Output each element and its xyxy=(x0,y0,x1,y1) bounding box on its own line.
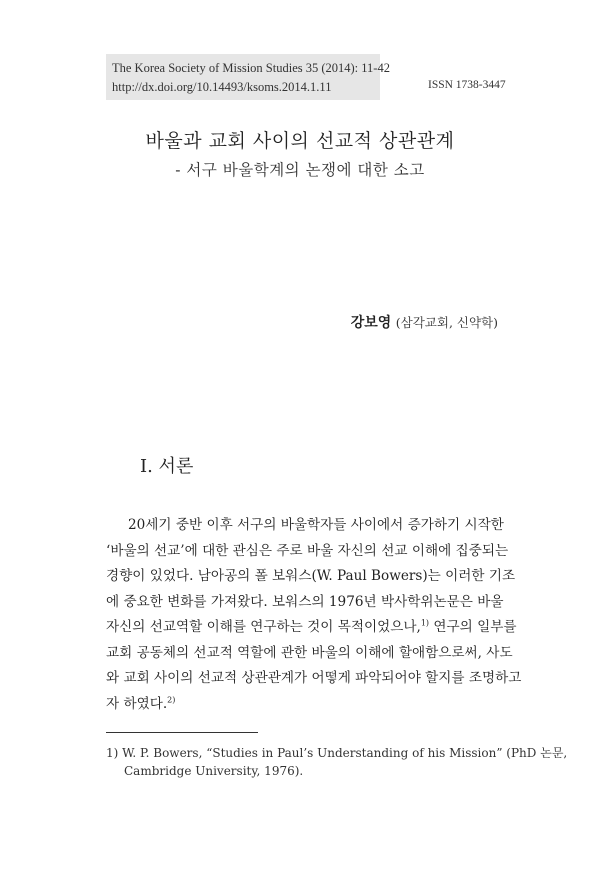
article-subtitle: - 서구 바울학계의 논쟁에 대한 소고 xyxy=(175,161,425,179)
doi-link[interactable]: http://dx.doi.org/10.14493/ksoms.2014.1.11 xyxy=(112,80,332,94)
body-line xyxy=(106,615,517,635)
footnote-1-continued: Cambridge University, 1976). xyxy=(124,764,304,778)
body-line-text: 자신의 선교역할 이해를 연구하는 것이 목적이었으나, xyxy=(106,619,421,635)
author-line xyxy=(351,312,498,332)
author-affiliation: (삼각교회, 신약학) xyxy=(395,315,498,330)
body-line-text: 자 하였다. xyxy=(106,696,168,712)
footnote-divider xyxy=(106,732,258,733)
body-line: ‘바울의 선교’에 대한 관심은 주로 바울 자신의 선교 이해에 집중되는 xyxy=(106,543,509,559)
author-name: 강보영 xyxy=(350,315,392,331)
body-line: 교회 공동체의 선교적 역할에 관한 바울의 이해에 할애함으로써, 사도 xyxy=(106,645,513,661)
footnote-marker[interactable]: 2) xyxy=(167,695,176,705)
article-title: 바울과 교회 사이의 선교적 상관관계 xyxy=(145,130,455,152)
body-line: 20세기 중반 이후 서구의 바울학자들 사이에서 증가하기 시작한 xyxy=(128,517,504,533)
body-line xyxy=(106,692,175,712)
issn-number: ISSN 1738-3447 xyxy=(428,79,506,91)
journal-citation: The Korea Society of Mission Studies 35 (2014): 11-42 xyxy=(112,61,390,75)
body-line: 에 중요한 변화를 가져왔다. 보워스의 1976년 박사학위논문은 바울 xyxy=(106,594,504,610)
body-line: 경향이 있었다. 남아공의 폴 보워스(W. Paul Bowers)는 이러한 기조 xyxy=(106,568,516,584)
body-line-text: 연구의 일부를 xyxy=(433,619,517,635)
body-line: 와 교회 사이의 선교적 상관관계가 어떻게 파악되어야 할지를 조명하고 xyxy=(106,670,522,686)
footnote-1: 1) W. P. Bowers, “Studies in Paul’s Understanding of his Mission” (PhD 논문, xyxy=(106,746,568,760)
footnote-marker[interactable]: 1) xyxy=(420,618,430,628)
section-heading: Ⅰ. 서론 xyxy=(140,456,194,477)
